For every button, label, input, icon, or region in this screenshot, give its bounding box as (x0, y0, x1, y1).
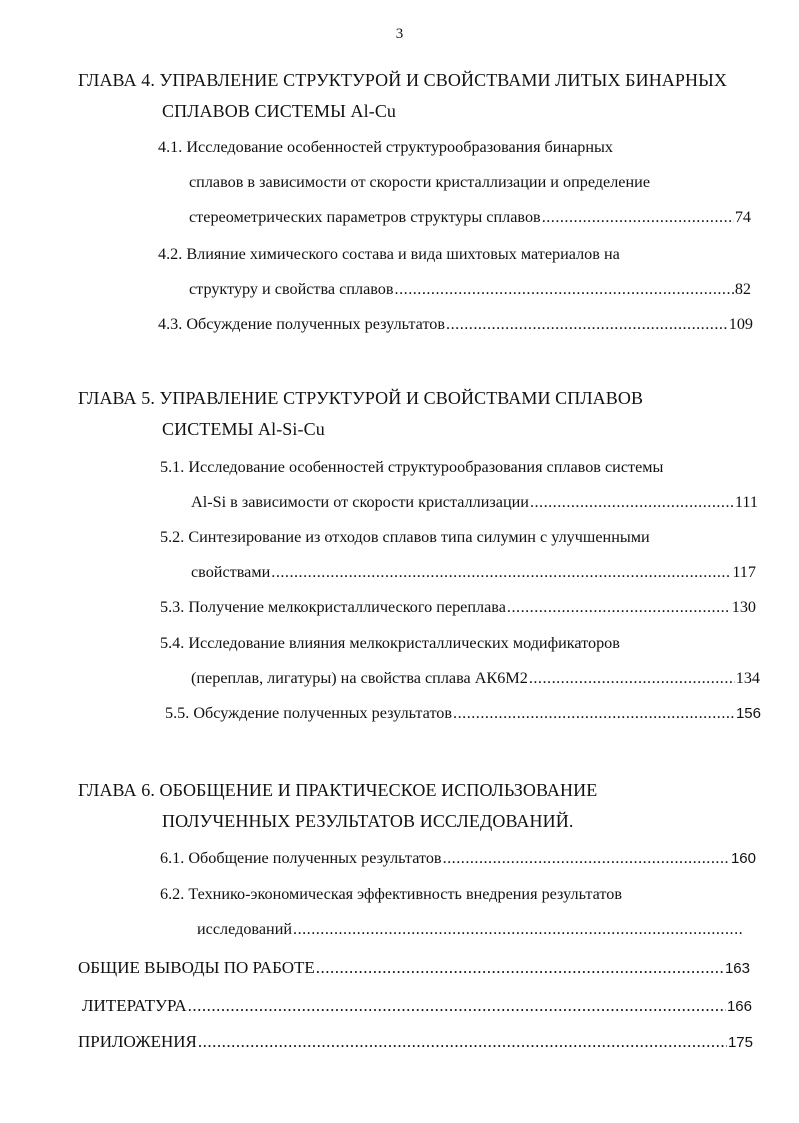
toc-entry-6-2[interactable] (160, 885, 743, 955)
chapter-4-title-line1: ГЛАВА 4. УПРАВЛЕНИЕ СТРУКТУРОЙ И СВОЙСТВАМИ ЛИТЫХ БИНАРНЫХ (78, 70, 728, 90)
leader-dots (507, 598, 731, 617)
toc-entry-text: 4.3. Обсуждение полученных результатов (158, 315, 446, 333)
toc-entry-text: ПРИЛОЖЕНИЯ (78, 1032, 197, 1051)
page-ref: 160 (730, 850, 756, 867)
toc-entry-text: Al-Si в зависимости от скорости кристаллизации (191, 493, 529, 511)
page-ref: 175 (727, 1034, 753, 1051)
toc-entry-text: 6.1. Обобщение полученных результатов (160, 849, 442, 867)
toc-entry-text: стереометрических параметров структуры сплавов (189, 208, 541, 226)
page-ref: 74 (734, 208, 751, 226)
chapter-6-heading (78, 780, 597, 832)
page-ref: 82 (734, 280, 751, 298)
page-ref: 111 (734, 493, 758, 511)
toc-entry-text: 5.5. Обсуждение полученных результатов (165, 704, 453, 722)
page-ref: 117 (732, 563, 756, 581)
page-number: 3 (395, 26, 404, 42)
chapter-5-title-line2: СИСТЕМЫ Al-Si-Cu (162, 419, 325, 439)
toc-entry-text: 5.1. Исследование особенностей структурообразования сплавов системы (160, 458, 664, 476)
chapter-6-title-line1: ГЛАВА 6. ОБОБЩЕНИЕ И ПРАКТИЧЕСКОЕ ИСПОЛЬЗОВАНИЕ (78, 780, 598, 800)
leader-dots (188, 996, 726, 1016)
toc-entry-text: ОБЩИЕ ВЫВОДЫ ПО РАБОТЕ (78, 958, 315, 977)
toc-entry-text: сплавов в зависимости от скорости кристаллизации и определение (189, 173, 651, 191)
toc-entry-5-1[interactable] (160, 458, 758, 528)
leader-dots (293, 920, 742, 939)
page-ref: 163 (724, 960, 750, 977)
chapter-4-heading (78, 70, 727, 122)
page-ref: 130 (731, 598, 756, 616)
toc-entry-6-1[interactable] (160, 849, 756, 884)
chapter-5-heading (78, 388, 643, 440)
leader-dots (453, 704, 735, 723)
toc-general-conclusions[interactable] (78, 958, 750, 978)
toc-entry-text: 4.2. Влияние химического состава и вида шихтовых материалов на (158, 245, 620, 263)
chapter-4-title-line2: СПЛАВОВ СИСТЕМЫ Al-Cu (162, 101, 397, 121)
toc-entry-text: 5.4. Исследование влияния мелкокристаллических модификаторов (160, 634, 620, 652)
page-ref: 134 (735, 669, 760, 687)
leader-dots (530, 493, 734, 512)
toc-literature[interactable] (82, 996, 752, 1016)
toc-entry-text: ЛИТЕРАТУРА (82, 996, 187, 1015)
toc-entry-4-1[interactable] (158, 138, 751, 243)
toc-entry-5-2[interactable] (160, 528, 756, 598)
leader-dots (542, 208, 734, 227)
leader-dots (271, 563, 731, 582)
toc-entry-5-4[interactable] (160, 634, 760, 704)
toc-entry-text: свойствами (191, 563, 271, 581)
chapter-6-title-line2: ПОЛУЧЕННЫХ РЕЗУЛЬТАТОВ ИССЛЕДОВАНИЙ. (162, 811, 574, 831)
page-ref: 109 (728, 315, 753, 333)
leader-dots (316, 958, 724, 978)
toc-entry-text: 5.2. Синтезирование из отходов сплавов типа силумин с улучшенными (160, 528, 650, 546)
leader-dots (198, 1032, 727, 1052)
leader-dots (446, 315, 728, 334)
toc-entry-text: 6.2. Технико-экономическая эффективность внедрения результатов (160, 885, 622, 903)
toc-entry-4-2[interactable] (158, 245, 751, 315)
leader-dots (529, 669, 735, 688)
toc-entry-4-3[interactable] (158, 315, 753, 350)
page-ref: 156 (735, 705, 761, 722)
leader-dots (443, 849, 730, 868)
toc-entry-5-5[interactable] (165, 704, 761, 739)
toc-entry-text: структуру и свойства сплавов (189, 280, 394, 298)
chapter-5-title-line1: ГЛАВА 5. УПРАВЛЕНИЕ СТРУКТУРОЙ И СВОЙСТВАМИ СПЛАВОВ (78, 388, 644, 408)
toc-entry-5-3[interactable] (160, 598, 756, 633)
toc-entry-text: исследований (197, 920, 293, 938)
toc-entry-text: (переплав, лигатуры) на свойства сплава АК6М2 (191, 669, 528, 687)
leader-dots (395, 280, 734, 299)
toc-appendices[interactable] (78, 1032, 753, 1052)
toc-entry-text: 4.1. Исследование особенностей структурообразования бинарных (158, 138, 614, 156)
toc-entry-text: 5.3. Получение мелкокристаллического переплава (160, 598, 506, 616)
page-ref: 166 (726, 998, 752, 1015)
